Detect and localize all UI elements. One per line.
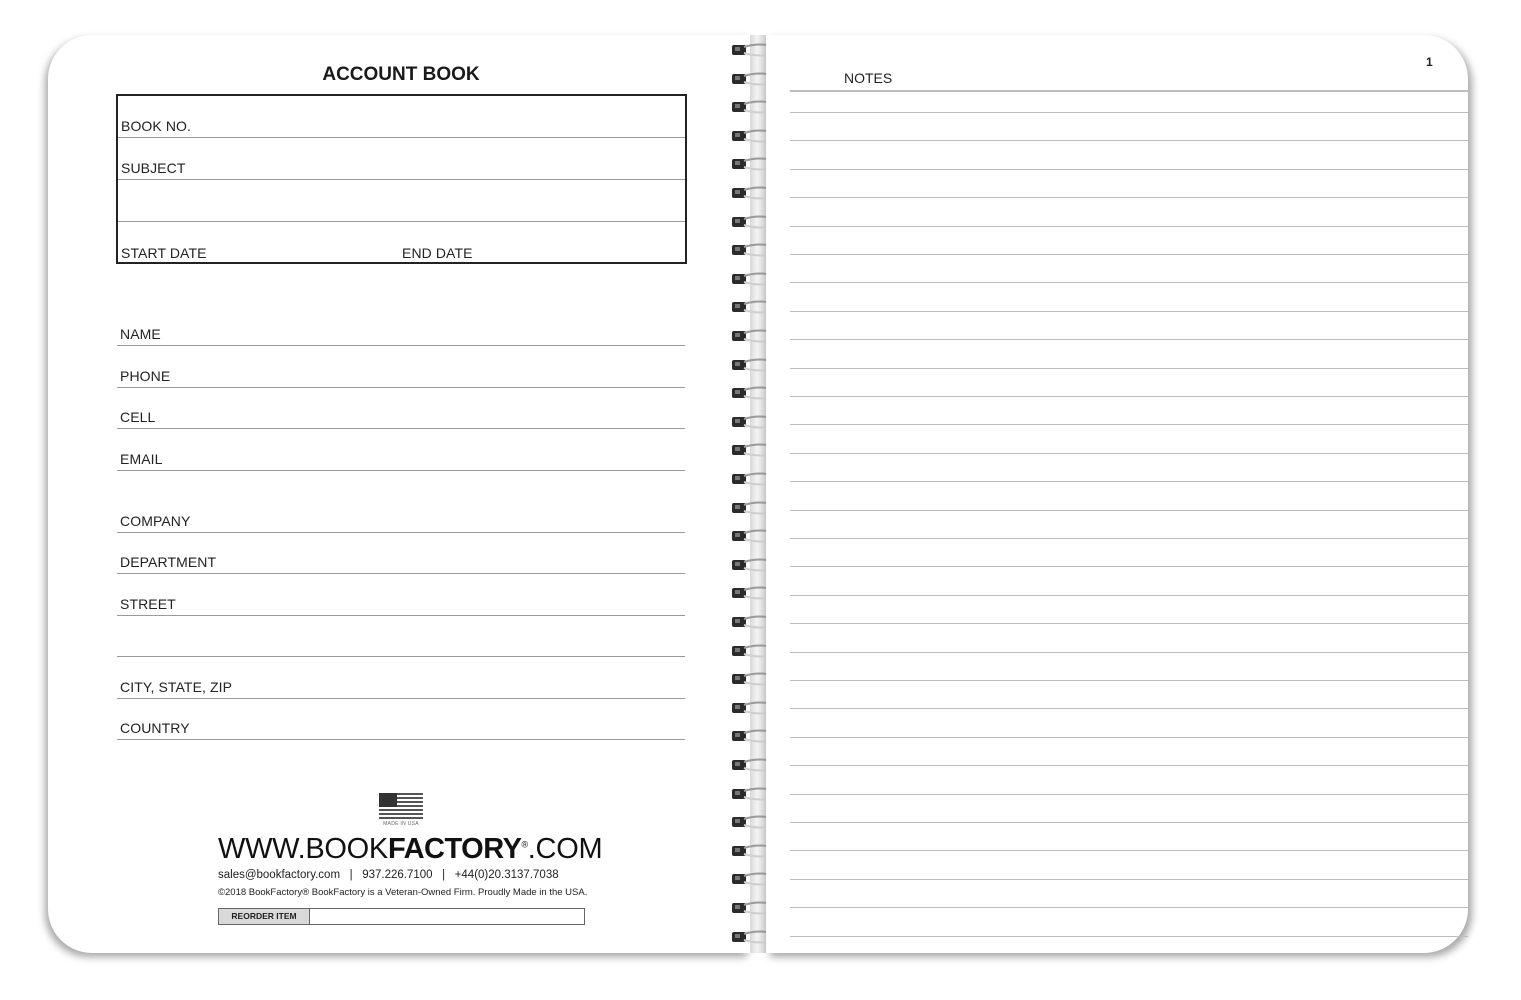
ruled-line [790,396,1468,397]
ruled-line [790,623,1468,624]
field-label: EMAIL [120,451,163,467]
made-in-usa-caption: MADE IN USA [383,821,419,827]
ruled-line [790,510,1468,511]
ruled-line [790,907,1468,908]
site-bold: FACTORY [387,833,522,865]
field-row[interactable] [117,491,685,533]
ruled-line [790,197,1468,198]
book-no-row[interactable] [118,96,685,138]
ruled-line [790,339,1468,340]
ruled-line [790,226,1468,227]
ruled-line [790,424,1468,425]
site-prefix: WWW.BOOK [218,833,388,865]
field-label: NAME [120,326,161,342]
field-label: COUNTRY [120,720,190,736]
start-date-label: START DATE [121,245,207,261]
ruled-line [790,850,1468,851]
reorder-item-field[interactable] [218,908,585,925]
copyright-notice: ©2018 BookFactory® BookFactory is a Veteran-Owned Firm. Proudly Made in the USA. [218,887,588,898]
page-title: ACCOUNT BOOK [322,64,480,85]
field-row[interactable] [117,346,685,388]
site-suffix: .COM [527,833,603,865]
field-row[interactable] [117,532,685,574]
contact-info: sales@bookfactory.com | 937.226.7100 | +44(0)20.3137.7038 [218,869,559,881]
subject-row[interactable] [118,138,685,180]
left-page [48,35,750,953]
subject-continued-row[interactable] [118,180,685,222]
ruled-line [790,140,1468,141]
reorder-item-label: REORDER ITEM [219,909,310,924]
field-label: COMPANY [120,513,191,529]
field-label: CELL [120,409,156,425]
ruled-line [790,368,1468,369]
ruled-line [790,169,1468,170]
subject-label: SUBJECT [121,160,186,176]
field-row[interactable] [117,429,685,471]
field-row[interactable] [117,615,685,657]
ruled-line [790,282,1468,283]
ruled-line [790,879,1468,880]
field-row[interactable] [117,574,685,616]
ruled-line [790,481,1468,482]
ruled-line [790,538,1468,539]
ruled-line [790,453,1468,454]
ruled-line [790,680,1468,681]
field-row[interactable] [117,387,685,429]
website-url[interactable] [218,833,602,866]
ruled-line [790,822,1468,823]
page-number: 1 [1426,55,1433,69]
field-row[interactable] [117,657,685,699]
dates-row[interactable] [118,222,685,262]
book-no-label: BOOK NO. [121,118,192,134]
field-label: PHONE [120,368,171,384]
registered-mark: ® [521,839,528,850]
ruled-line [790,112,1468,113]
field-label: STREET [120,596,176,612]
book-info-box [116,94,687,264]
ruled-line [790,936,1468,937]
ruled-line [790,708,1468,709]
notes-header-rule [790,90,1468,92]
ruled-line [790,311,1468,312]
end-date-label: END DATE [402,245,473,261]
ruled-line [790,794,1468,795]
ruled-line [790,765,1468,766]
right-page [766,35,1468,953]
notes-label: NOTES [844,70,893,86]
ruled-line [790,595,1468,596]
field-label: CITY, STATE, ZIP [120,679,233,695]
ruled-line [790,566,1468,567]
us-flag-icon [379,793,423,819]
field-row[interactable] [117,698,685,740]
field-row[interactable] [117,304,685,346]
ruled-line [790,254,1468,255]
ruled-line [790,737,1468,738]
ruled-line [790,652,1468,653]
field-label: DEPARTMENT [120,554,217,570]
